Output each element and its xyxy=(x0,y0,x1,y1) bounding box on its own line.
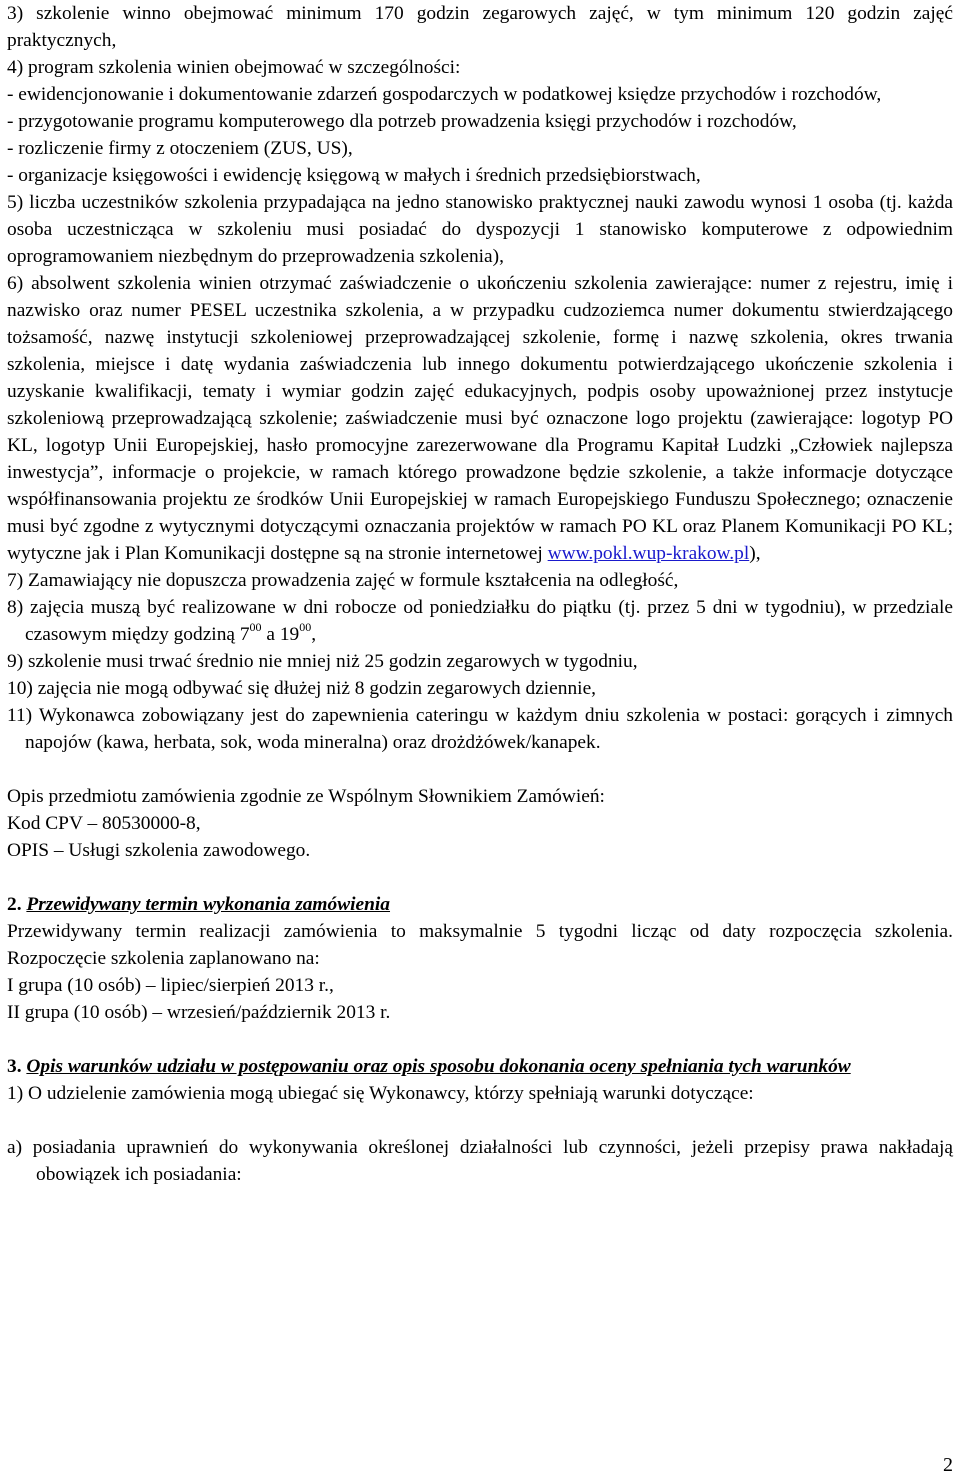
point-10: 10) zajęcia nie mogą odbywać się dłużej niż 8 godzin zegarowych dziennie, xyxy=(7,678,597,699)
section-2-text: Przewidywany termin realizacji zamówienia to maksymalnie 5 tygodni licząc od daty rozpoczęcia szkolenia. Rozpoczęcie szkolenia zaplanowano na: xyxy=(7,921,953,969)
bullet-1: - ewidencjonowanie i dokumentowanie zdarzeń gospodarczych w podatkowej księdze przychodów i rozchodów, xyxy=(7,84,882,105)
point-8-text: 8) zajęcia muszą być realizowane w dni robocze od poniedziałku do piątku (tj. przez 5 dni w tygodniu), w przedziale czasowym między godziną 7 xyxy=(7,597,953,645)
group-2-term: II grupa (10 osób) – wrzesień/październik 2013 r. xyxy=(7,1002,391,1023)
section-2-heading xyxy=(7,891,953,918)
point-9: 9) szkolenie musi trwać średnio nie mniej niż 25 godzin zegarowych w tygodniu, xyxy=(7,651,638,672)
section-2-title: Przewidywany termin wykonania zamówienia xyxy=(26,894,391,915)
cpv-intro: Opis przedmiotu zamówienia zgodnie ze Wspólnym Słownikiem Zamówień: xyxy=(7,786,605,807)
section-3-point-1: 1) O udzielenie zamówienia mogą ubiegać się Wykonawcy, którzy spełniają warunki dotyczące: xyxy=(7,1083,754,1104)
page-number: 2 xyxy=(943,1454,953,1476)
hour-start-sup: 00 xyxy=(249,620,262,634)
point-8-mid: a 19 xyxy=(261,624,300,645)
hour-end-sup: 00 xyxy=(299,620,312,634)
point-8-end: , xyxy=(311,624,317,645)
bullet-4: - organizacje księgowości i ewidencję księgową w małych i średnich przedsiębiorstwach, xyxy=(7,165,701,186)
point-6-text: 6) absolwent szkolenia winien otrzymać zaświadczenie o ukończeniu szkolenia zawierające: numer z rejestru, imię i nazwisko oraz numer PESEL uczestnika szkolenia, a w przypadku cudzoziemca numer dokumentu stwierdzającego tożsamość, nazwę instytucji szkoleniowej przeprowadzającej szkolenie, formę i nazwę szkolenia, okres trwania szkolenia, miejsce i datę wydania zaświadczenia lub innego dokumentu potwierdzającego ukończenie szkolenia i uzyskanie kwalifikacji, tematy i wymiar godzin zajęć edukacyjnych, podpis osoby upoważnionej przez instytucje szkoleniową przeprowadzającą szkolenie; zaświadczenie musi być oznaczone logo projektu (zawierające: logotyp PO KL, logotyp Unii Europejskiej, hasło promocyjne zarezerwowane dla Programu Kapitał Ludzki „Człowiek najlepsza inwestycja”, informacje o projekcie, w ramach którego prowadzone będzie szkolenie, a także informacje dotyczące współfinansowania projektu ze środków Unii Europejskiej w ramach Europejskiego Funduszu Społecznego; oznaczenie musi być zgodne z wytycznymi dotyczącymi oznaczania projektów w ramach PO KL oraz Planem Komunikacji PO KL; wytyczne jak i Plan Komunikacji dostępne są na stronie internetowej xyxy=(7,273,953,564)
point-11: 11) Wykonawca zobowiązany jest do zapewnienia cateringu w każdym dniu szkolenia w postaci: gorących i zimnych napojów (kawa, herbata, sok, woda mineralna) oraz drożdżówek/kanapek. xyxy=(7,705,953,753)
section-3-point-a: a) posiadania uprawnień do wykonywania określonej działalności lub czynności, jeżeli przepisy prawa nakładają obowiązek ich posiadania: xyxy=(7,1137,953,1185)
point-7: 7) Zamawiający nie dopuszcza prowadzenia zajęć w formule kształcenia na odległość, xyxy=(7,570,679,591)
section-3-title: Opis warunków udziału w postępowaniu oraz opis sposobu dokonania oceny spełniania tych warunków xyxy=(26,1056,851,1077)
section-2-number: 2. xyxy=(7,894,27,915)
point-6 xyxy=(7,270,953,567)
point-8 xyxy=(7,594,953,648)
cpv-code: Kod CPV – 80530000-8, xyxy=(7,813,201,834)
document-page xyxy=(7,0,953,1188)
bullet-2: - przygotowanie programu komputerowego dla potrzeb prowadzenia księgi przychodów i rozchodów, xyxy=(7,111,797,132)
point-5: 5) liczba uczestników szkolenia przypadająca na jedno stanowisko praktycznej nauki zawodu wynosi 1 osoba (tj. każda osoba uczestnicząca w szkoleniu musi posiadać do dyspozycji 1 stanowisko komputerowe z odpowiednim oprogramowaniem niezbędnym do przeprowadzenia szkolenia), xyxy=(7,192,953,267)
bullet-3: - rozliczenie firmy z otoczeniem (ZUS, US), xyxy=(7,138,353,159)
section-3-number: 3. xyxy=(7,1056,27,1077)
point-4: 4) program szkolenia winien obejmować w szczególności: xyxy=(7,57,461,78)
section-3-heading xyxy=(7,1053,953,1080)
cpv-description: OPIS – Usługi szkolenia zawodowego. xyxy=(7,840,311,861)
point-6-end: ), xyxy=(749,543,761,564)
website-link[interactable]: www.pokl.wup-krakow.pl xyxy=(547,543,750,564)
group-1-term: I grupa (10 osób) – lipiec/sierpień 2013 r., xyxy=(7,975,334,996)
point-3: 3) szkolenie winno obejmować minimum 170 godzin zegarowych zajęć, w tym minimum 120 godzin zajęć praktycznych, xyxy=(7,3,953,51)
